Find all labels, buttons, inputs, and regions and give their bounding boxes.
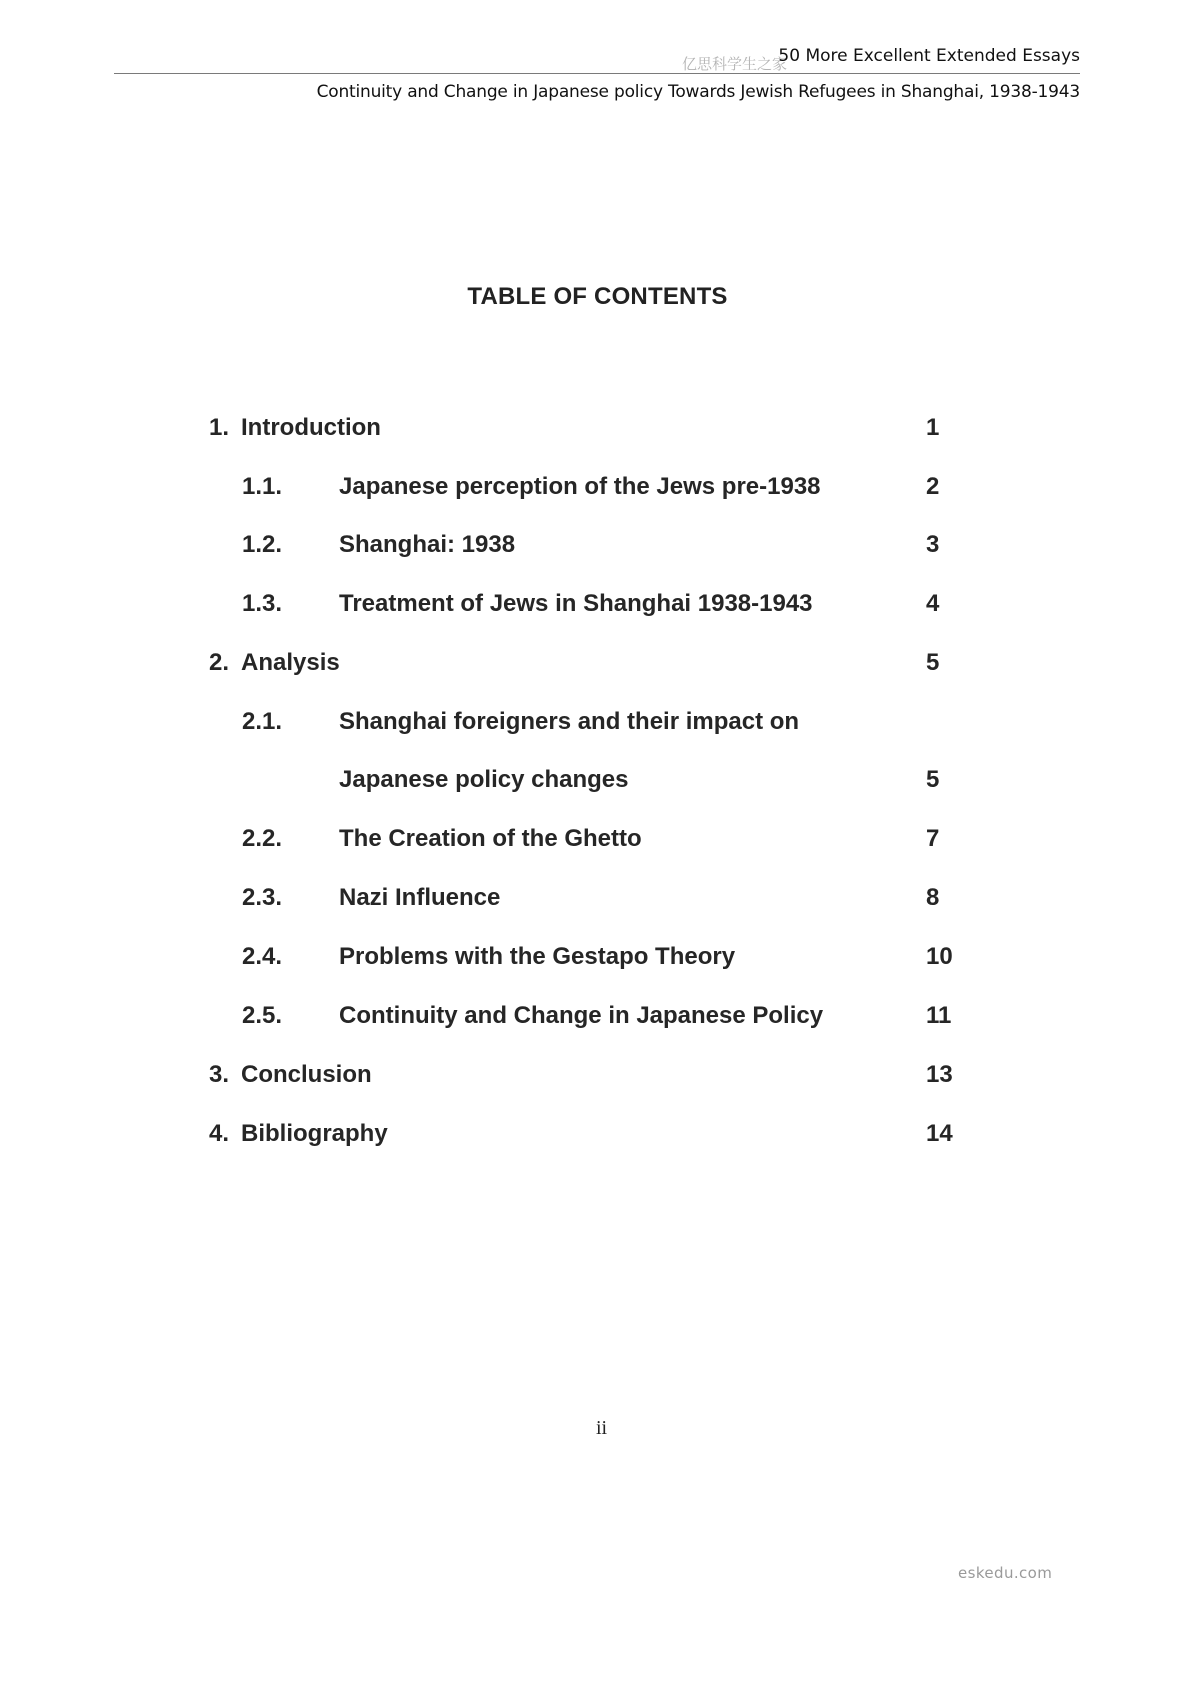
- watermark-text: 亿思科学生之家: [682, 55, 788, 73]
- toc-entry-gestapo-theory[interactable]: [0, 940, 1191, 974]
- toc-entry-number: 1.3.: [242, 590, 283, 617]
- toc-entry-page: 5: [926, 649, 940, 676]
- toc-entry-number: 2.2.: [242, 825, 283, 852]
- site-watermark: eskedu.com: [958, 1564, 1053, 1582]
- toc-entry-japanese-perception[interactable]: [0, 470, 1191, 504]
- toc-entry-analysis[interactable]: [0, 646, 1191, 680]
- toc-entry-number: 4.: [209, 1120, 230, 1147]
- toc-entry-page: 14: [926, 1120, 953, 1147]
- toc-entry-nazi-influence[interactable]: [0, 881, 1191, 915]
- essay-title: Continuity and Change in Japanese policy Towards Jewish Refugees in Shanghai, 1938-1943: [316, 82, 1080, 102]
- toc-entry-creation-of-ghetto[interactable]: [0, 822, 1191, 856]
- toc-heading: TABLE OF CONTENTS: [467, 283, 728, 310]
- toc-entry-page: 4: [926, 590, 940, 617]
- book-title: 50 More Excellent Extended Essays: [778, 46, 1080, 66]
- toc-entry-label: Bibliography: [241, 1120, 388, 1147]
- toc-entry-shanghai-1938[interactable]: [0, 528, 1191, 562]
- toc-entry-page: 7: [926, 825, 940, 852]
- toc-entry-page: 11: [926, 1002, 952, 1029]
- toc-entry-conclusion[interactable]: [0, 1058, 1191, 1092]
- toc-entry-treatment-of-jews[interactable]: [0, 587, 1191, 621]
- toc-entry-page: 8: [926, 884, 940, 911]
- toc-entry-page: 1: [926, 414, 940, 441]
- toc-entry-label: Japanese perception of the Jews pre-1938: [339, 473, 821, 500]
- toc-entry-shanghai-foreigners[interactable]: [0, 705, 1191, 739]
- toc-entry-number: 3.: [209, 1061, 230, 1088]
- toc-entry-page: 3: [926, 531, 940, 558]
- toc-entry-label: Conclusion: [241, 1061, 372, 1088]
- toc-entry-number: 1.2.: [242, 531, 283, 558]
- page-number: ii: [595, 1417, 608, 1439]
- toc-entry-label: Shanghai foreigners and their impact on: [339, 708, 800, 735]
- toc-entry-label: Problems with the Gestapo Theory: [339, 943, 736, 970]
- toc-entry-introduction[interactable]: [0, 411, 1191, 445]
- toc-entry-number: 2.5.: [242, 1002, 283, 1029]
- toc-entry-number: 2.4.: [242, 943, 283, 970]
- toc-entry-page: 2: [926, 473, 940, 500]
- toc-entry-page: 5: [926, 766, 940, 793]
- toc-entry-label: Treatment of Jews in Shanghai 1938-1943: [339, 590, 813, 617]
- toc-entry-bibliography[interactable]: [0, 1117, 1191, 1151]
- toc-entry-page: 10: [926, 943, 953, 970]
- toc-entry-label: Japanese policy changes: [339, 766, 629, 793]
- toc-entry-label: Shanghai: 1938: [339, 531, 516, 558]
- toc-entry-label: The Creation of the Ghetto: [339, 825, 642, 852]
- toc-entry-label: Introduction: [241, 414, 381, 441]
- toc-entry-label: Analysis: [241, 649, 340, 676]
- toc-entry-continuity-and-change[interactable]: [0, 999, 1191, 1033]
- toc-entry-number: 1.: [209, 414, 230, 441]
- toc-entry-number: 2.3.: [242, 884, 283, 911]
- toc-entry-shanghai-foreigners-continued[interactable]: [0, 763, 1191, 797]
- toc-entry-number: 1.1.: [242, 473, 283, 500]
- toc-entry-page: 13: [926, 1061, 953, 1088]
- toc-entry-label: Continuity and Change in Japanese Policy: [339, 1002, 824, 1029]
- toc-entry-number: 2.: [209, 649, 230, 676]
- toc-entry-number: 2.1.: [242, 708, 283, 735]
- toc-entry-label: Nazi Influence: [339, 884, 501, 911]
